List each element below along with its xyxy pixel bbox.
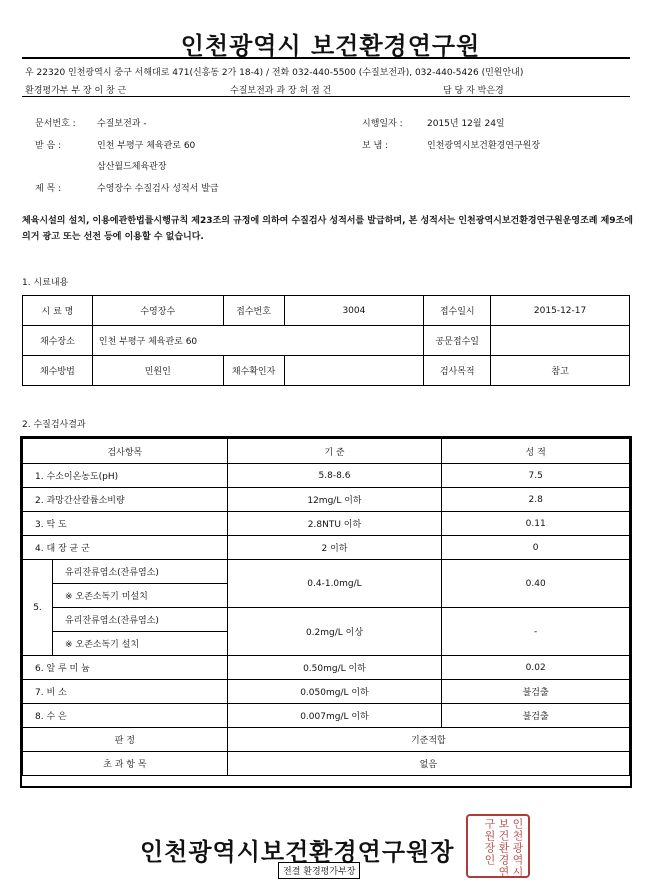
table-cell: 채수장소 [23, 326, 93, 356]
table-cell: 참고 [491, 356, 630, 386]
item-number-cell: 5. [23, 560, 53, 656]
item-cell: 8. 수 은 [23, 704, 228, 728]
sender-value: 인천광역시보건환경연구원장 [427, 141, 541, 151]
approval-note: 전결 환경평가부장 [278, 862, 360, 879]
table-cell: 채수확인자 [223, 356, 284, 386]
standard-cell: 0.007mg/L 이하 [227, 704, 442, 728]
sample-table [22, 295, 630, 386]
item-cell: 1. 수소이온농도(pH) [23, 464, 228, 488]
doc-number-value: 수질보전과 - [97, 119, 147, 129]
item-note-cell: ※ 오존소독기 설치 [52, 632, 227, 656]
table-cell: 접수번호 [223, 296, 284, 326]
header-item: 검사항목 [23, 439, 228, 464]
staff-officer: 담 당 자 박은경 [443, 86, 504, 96]
judgment-label: 판 정 [23, 728, 228, 752]
result-table [22, 438, 630, 776]
document-title: 인천광역시 보건환경연구원 [180, 32, 481, 60]
table-row [23, 608, 630, 632]
issuer-signature: 인천광역시보건환경연구원장 [140, 838, 455, 866]
result-cell: 0 [442, 536, 630, 560]
title-divider [22, 57, 630, 59]
table-row [23, 680, 630, 704]
result-cell: 0.40 [442, 560, 630, 608]
result-cell: 0.11 [442, 512, 630, 536]
table-row [23, 656, 630, 680]
legal-notice: 체육시설의 설치, 이용에관한법률시행규칙 제23조의 규정에 의하여 수질검사 성적서를 발급하며, 본 성적서는 인천광역시보건환경연구원운영조례 제9조에 의거 광고 또는 선전 등에 이용할 수 없습니다. [22, 216, 633, 242]
contact-address: 우 22320 인천광역시 중구 서해대로 471(신흥동 2가 18-4) / 전화 032-440-5500 (수질보전과), 032-440-5426 (민원안내) [25, 68, 524, 78]
staff-director: 환경평가부 부 장 이 창 근 [25, 86, 127, 96]
staff-section-chief: 수질보전과 과 장 허 점 건 [230, 86, 332, 96]
item-cell: 4. 대 장 균 군 [23, 536, 228, 560]
table-cell [491, 326, 630, 356]
table-row [23, 296, 630, 326]
table-cell: 접수일시 [424, 296, 491, 326]
table-cell: 2015-12-17 [491, 296, 630, 326]
result-cell: 0.02 [442, 656, 630, 680]
seal-text: 인천광역시보건환경연구원장인 [483, 818, 524, 878]
judgment-row [23, 728, 630, 752]
item-cell: 6. 알 루 미 늄 [23, 656, 228, 680]
item-cell: 3. 탁 도 [23, 512, 228, 536]
table-row [23, 488, 630, 512]
table-cell [284, 356, 424, 386]
date-label: 시행일자 : [362, 119, 403, 129]
table-cell: 민원인 [92, 356, 223, 386]
standard-cell: 2.8NTU 이하 [227, 512, 442, 536]
standard-cell: 2 이하 [227, 536, 442, 560]
item-note-cell: ※ 오존소독기 미설치 [52, 584, 227, 608]
result-cell: 불검출 [442, 680, 630, 704]
result-cell: 7.5 [442, 464, 630, 488]
result-section-title: 2. 수질검사결과 [22, 420, 86, 430]
sender-label: 보 냄 : [362, 141, 389, 151]
exceed-label: 초 과 항 목 [23, 752, 228, 776]
table-header-row [23, 439, 630, 464]
table-cell: 인천 부평구 체육관로 60 [92, 326, 423, 356]
table-row [23, 560, 630, 584]
standard-cell: 12mg/L 이하 [227, 488, 442, 512]
sample-section-title: 1. 시료내용 [22, 278, 69, 288]
date-value: 2015년 12월 24일 [427, 119, 505, 129]
table-row [23, 464, 630, 488]
standard-cell: 5.8-8.6 [227, 464, 442, 488]
standard-cell: 0.50mg/L 이하 [227, 656, 442, 680]
table-row [23, 356, 630, 386]
exceed-row [23, 752, 630, 776]
table-row [23, 512, 630, 536]
subject-label: 제 목 : [35, 184, 62, 194]
header-standard: 기 준 [227, 439, 442, 464]
item-cell: 유리잔류염소(잔류염소) [52, 608, 227, 632]
table-row [23, 536, 630, 560]
table-cell: 3004 [284, 296, 424, 326]
table-cell: 시 료 명 [23, 296, 93, 326]
recipient-value-2: 삼산월드체육관장 [97, 162, 167, 172]
recipient-value: 인천 부평구 체육관로 60 [97, 141, 196, 151]
table-row [23, 326, 630, 356]
subject-value: 수영장수 수질검사 성적서 발급 [97, 184, 219, 194]
official-seal [466, 814, 530, 878]
table-cell: 공문접수일 [424, 326, 491, 356]
result-cell: 불검출 [442, 704, 630, 728]
table-row [23, 704, 630, 728]
item-cell: 7. 비 소 [23, 680, 228, 704]
standard-cell: 0.050mg/L 이하 [227, 680, 442, 704]
table-cell: 수영장수 [92, 296, 223, 326]
recipient-label: 받 음 : [35, 141, 62, 151]
standard-cell: 0.2mg/L 이상 [227, 608, 442, 656]
result-cell: - [442, 608, 630, 656]
contact-box [22, 60, 630, 97]
standard-cell: 0.4-1.0mg/L [227, 560, 442, 608]
table-cell: 채수방법 [23, 356, 93, 386]
judgment-value: 기준적합 [227, 728, 629, 752]
header-result: 성 적 [442, 439, 630, 464]
item-cell: 유리잔류염소(잔류염소) [52, 560, 227, 584]
exceed-value: 없음 [227, 752, 629, 776]
item-cell: 2. 과망간산칼륨소비량 [23, 488, 228, 512]
table-cell: 검사목적 [424, 356, 491, 386]
doc-number-label: 문서번호 : [35, 119, 76, 129]
result-cell: 2.8 [442, 488, 630, 512]
